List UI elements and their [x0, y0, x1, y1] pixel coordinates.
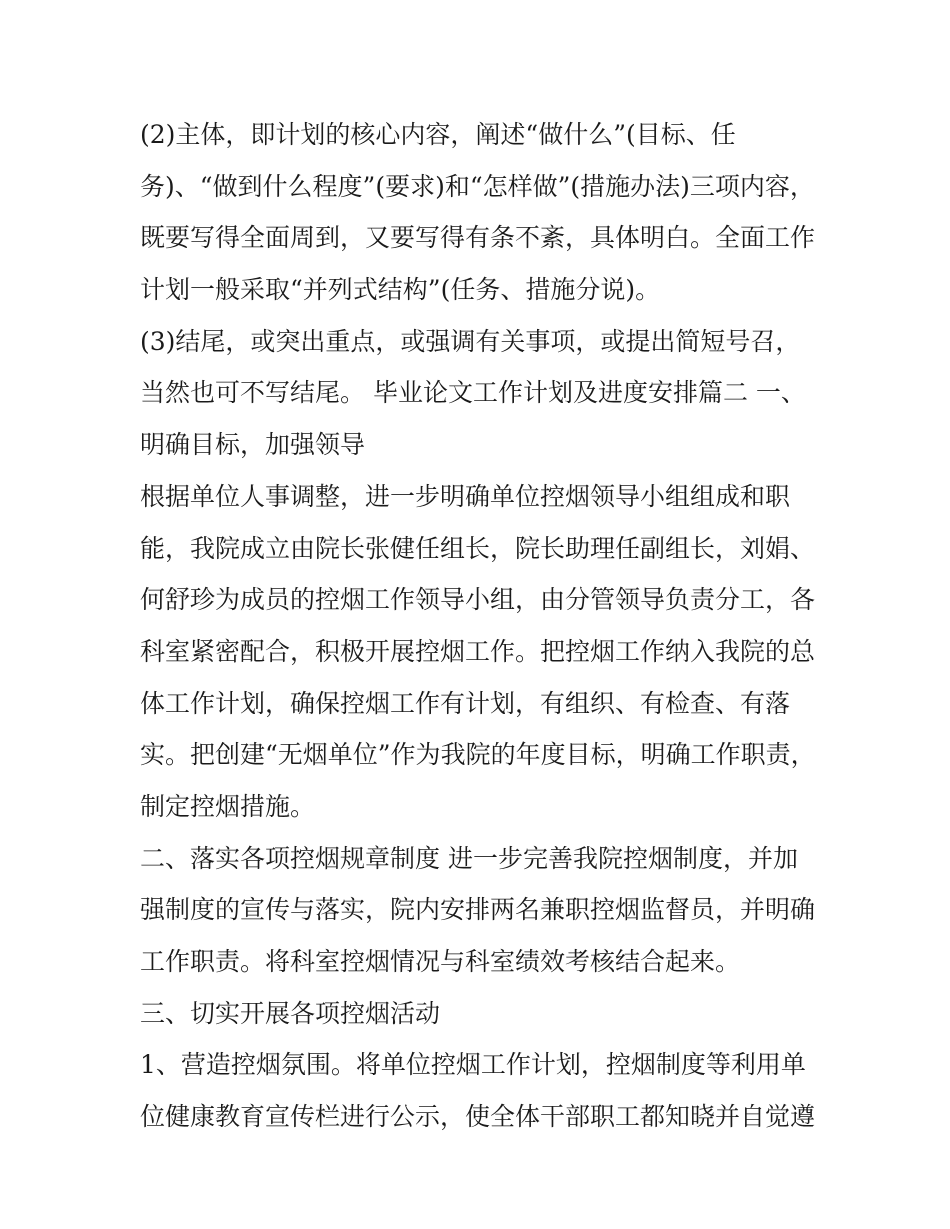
- text-line: 务)、“做到什么程度”(要求)和“怎样做”(措施办法)三项内容，: [140, 171, 815, 201]
- document-body: [140, 109, 830, 1143]
- text-line: 二、落实各项控烟规章制度 进一步完善我院控烟制度，并加: [140, 843, 798, 873]
- text-line: 计划一般采取“并列式结构”(任务、措施分说)。: [140, 275, 661, 305]
- text-line: 何舒珍为成员的控烟工作领导小组，由分管领导负责分工，各: [140, 585, 816, 615]
- text-line: 工作职责。将科室控烟情况与科室绩效考核结合起来。: [140, 947, 741, 976]
- text-line: 三、切实开展各项控烟活动: [140, 998, 441, 1028]
- text-line: 强制度的宣传与落实，院内安排两名兼职控烟监督员，并明确: [140, 895, 816, 925]
- text-line: 能，我院成立由院长张健任组长，院长助理任副组长，刘娟、: [140, 533, 816, 563]
- text-line: 体工作计划，确保控烟工作有计划，有组织、有检查、有落: [140, 688, 791, 718]
- text-line: (2)主体，即计划的核心内容，阐述“做什么”(目标、任: [140, 120, 736, 149]
- text-line: 位健康教育宣传栏进行公示，使全体干部职工都知晓并自觉遵: [140, 1102, 816, 1132]
- text-line: 制定控烟措施。: [140, 791, 316, 821]
- text-line: 科室紧密配合，积极开展控烟工作。把控烟工作纳入我院的总: [140, 636, 816, 666]
- text-line: 根据单位人事调整，进一步明确单位控烟领导小组组成和职: [140, 481, 791, 511]
- text-line: 当然也可不写结尾。 毕业论文工作计划及进度安排篇二 一、: [140, 378, 806, 408]
- text-line: 明确目标，加强领导: [140, 430, 366, 460]
- text-line: (3)结尾，或突出重点，或强调有关事项，或提出简短号召，: [140, 326, 801, 356]
- text-line: 实。把创建“无烟单位”作为我院的年度目标，明确工作职责，: [140, 740, 816, 770]
- text-line: 既要写得全面周到，又要写得有条不紊，具体明白。全面工作: [140, 223, 816, 253]
- text-line: 1、营造控烟氛围。将单位控烟工作计划，控烟制度等利用单: [140, 1050, 806, 1080]
